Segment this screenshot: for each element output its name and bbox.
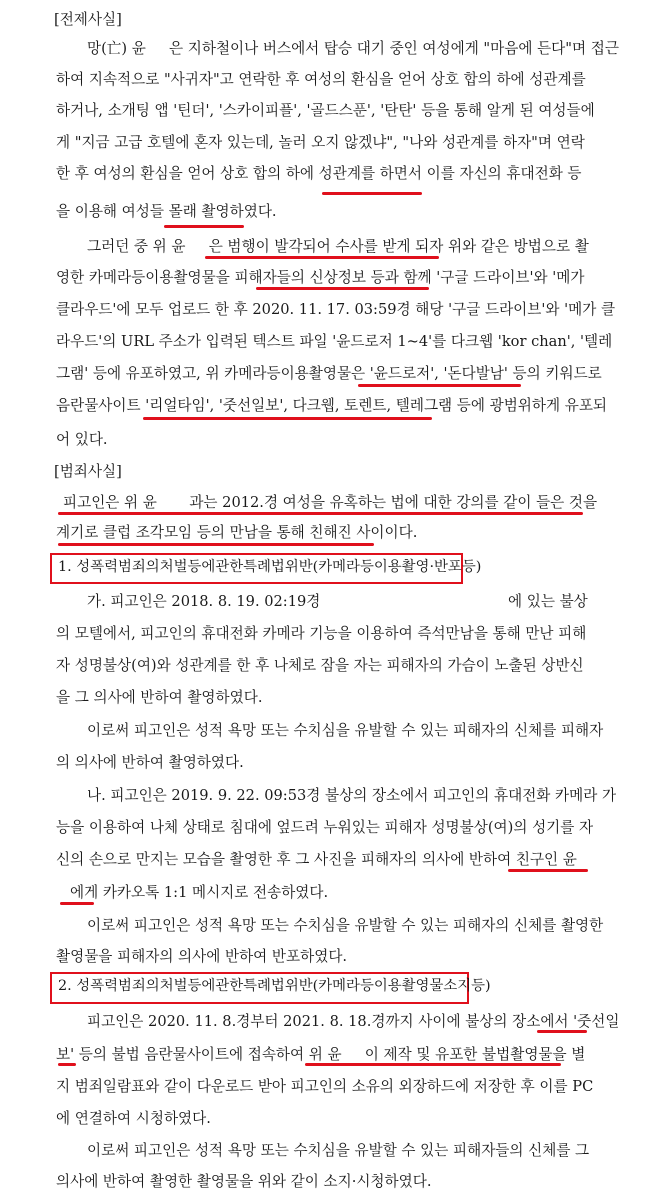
highlight-underline bbox=[322, 192, 422, 195]
highlight-underline bbox=[305, 1063, 561, 1066]
highlight-underline bbox=[256, 287, 429, 290]
highlight-underline bbox=[358, 384, 521, 387]
section2-title: 2. 성폭력범죄의처벌등에관한특례법위반(카메라등이용촬영물소지등) bbox=[58, 978, 491, 994]
section1-title: 1. 성폭력범죄의처벌등에관한특례법위반(카메라등이용촬영·반포등) bbox=[58, 559, 482, 575]
highlight-underline bbox=[164, 225, 244, 228]
highlight-underline bbox=[508, 869, 588, 872]
highlight-underline bbox=[205, 256, 439, 259]
highlight-underline bbox=[58, 543, 374, 546]
highlight-underline bbox=[143, 417, 432, 420]
section2-title-box bbox=[50, 972, 491, 1004]
highlight-underline bbox=[60, 902, 94, 905]
highlight-underline bbox=[58, 512, 583, 515]
document-page: [전제사실] 망(亡) 윤 은 지하철이나 버스에서 탑승 대기 중인 여성에게 "마음에 든다"며 접근 하여 지속적으로 "사귀자"고 연락한 후 여성의 환심을 얻어 상호 합의 하에 성관계를 하거나, 소개팅 앱 '틴더', '스카이피플', '골드스푼', '탄탄' 등을 통해 알게 된 여성들에 게 "지금 고급 호텔에 혼자 있는데, 놀러 오지 않겠냐", "나와 성관계를 하자"며 연락 한 후 여성의 환심을 얻어 상호 합의 하에 성관계를 하면서 이를 자신의 휴대전화 등 을 이용해 여성들 몰래 촬영하였다. 그러던 중 위 윤 은 범행이 발각되어 수사를 받게 되자 위와 같은 방법으로 촬 영한 카메라등이용촬영물을 피해자들의 신상정보 등과 함께 '구글 드라이브'와 '메가 클라우드'에 모두 업로드 한 후 2020. 11. 17. 03:59경 해당 '구글 드라이브'와 '메가 클 라우드'의 URL 주소가 입력된 텍스트 파일 '윤드로저 1~4'를 다크웹 'kor chan', '텔레 그램' 등에 유포하였고, 위 카메라등이용촬영물은 '윤드로저', '돈다발남' 등의 키워드로 음란물사이트 '리얼타임', '줏선일보', 다크웹, 토렌트, 텔레그램 등에 광범위하게 유포되 어 있다. [범죄사실] 피고인은 위 윤 과는 2012.경 여성을 유혹하는 법에 대한 강의를 같이 들은 것을 계기로 클럽 조각모임 등의 만남을 통해 친해진 사이이다. 1. 성폭력범죄의처벌등에관한특례법위반(카메라등이용촬영·반포등) 가. 피고인은 2018. 8. 19. 02:19경 에 있는 불상 의 모텔에서, 피고인의 휴대전화 카메라 기능을 이용하여 즉석만남을 통해 만난 피해 자 성명불상(여)와 성관계를 한 후 나체로 잠을 자는 피해자의 가슴이 노출된 상반신 을 그 의사에 반하여 촬영하였다. 이로써 피고인은 성적 욕망 또는 수치심을 유발할 수 있는 피해자의 신체를 피해자 의 의사에 반하여 촬영하였다. 나. 피고인은 2019. 9. 22. 09:53경 불상의 장소에서 피고인의 휴대전화 카메라 가 능을 이용하여 나체 상태로 침대에 엎드려 누워있는 피해자 성명불상(여)의 성기를 자 신의 손으로 만지는 모습을 촬영한 후 그 사진을 피해자의 의사에 반하여 친구인 윤 에게 카카오톡 1:1 메시지로 전송하였다. 이로써 피고인은 성적 욕망 또는 수치심을 유발할 수 있는 피해자의 신체를 촬영한 촬영물을 피해자의 의사에 반하여 반포하였다. 2. 성폭력범죄의처벌등에관한특례법위반(카메라등이용촬영물소지등) 피고인은 2020. 11. 8.경부터 2021. 8. 18.경까지 사이에 불상의 장소에서 '줏선일 보' 등의 불법 음란물사이트에 접속하여 위 윤 이 제작 및 유포한 불법촬영물을 별 지 범죄일람표와 같이 다운로드 받아 피고인의 소유의 외장하드에 저장한 후 이를 PC 에 연결하여 시청하였다. 이로써 피고인은 성적 욕망 또는 수치심을 유발할 수 있는 피해자들의 신체를 그 의사에 반하여 촬영한 촬영물을 위와 같이 소지·시청하였다. bbox=[0, 0, 645, 1201]
highlight-underline bbox=[537, 1030, 587, 1033]
section1-title-box bbox=[50, 553, 482, 584]
highlight-underline bbox=[58, 1063, 76, 1066]
